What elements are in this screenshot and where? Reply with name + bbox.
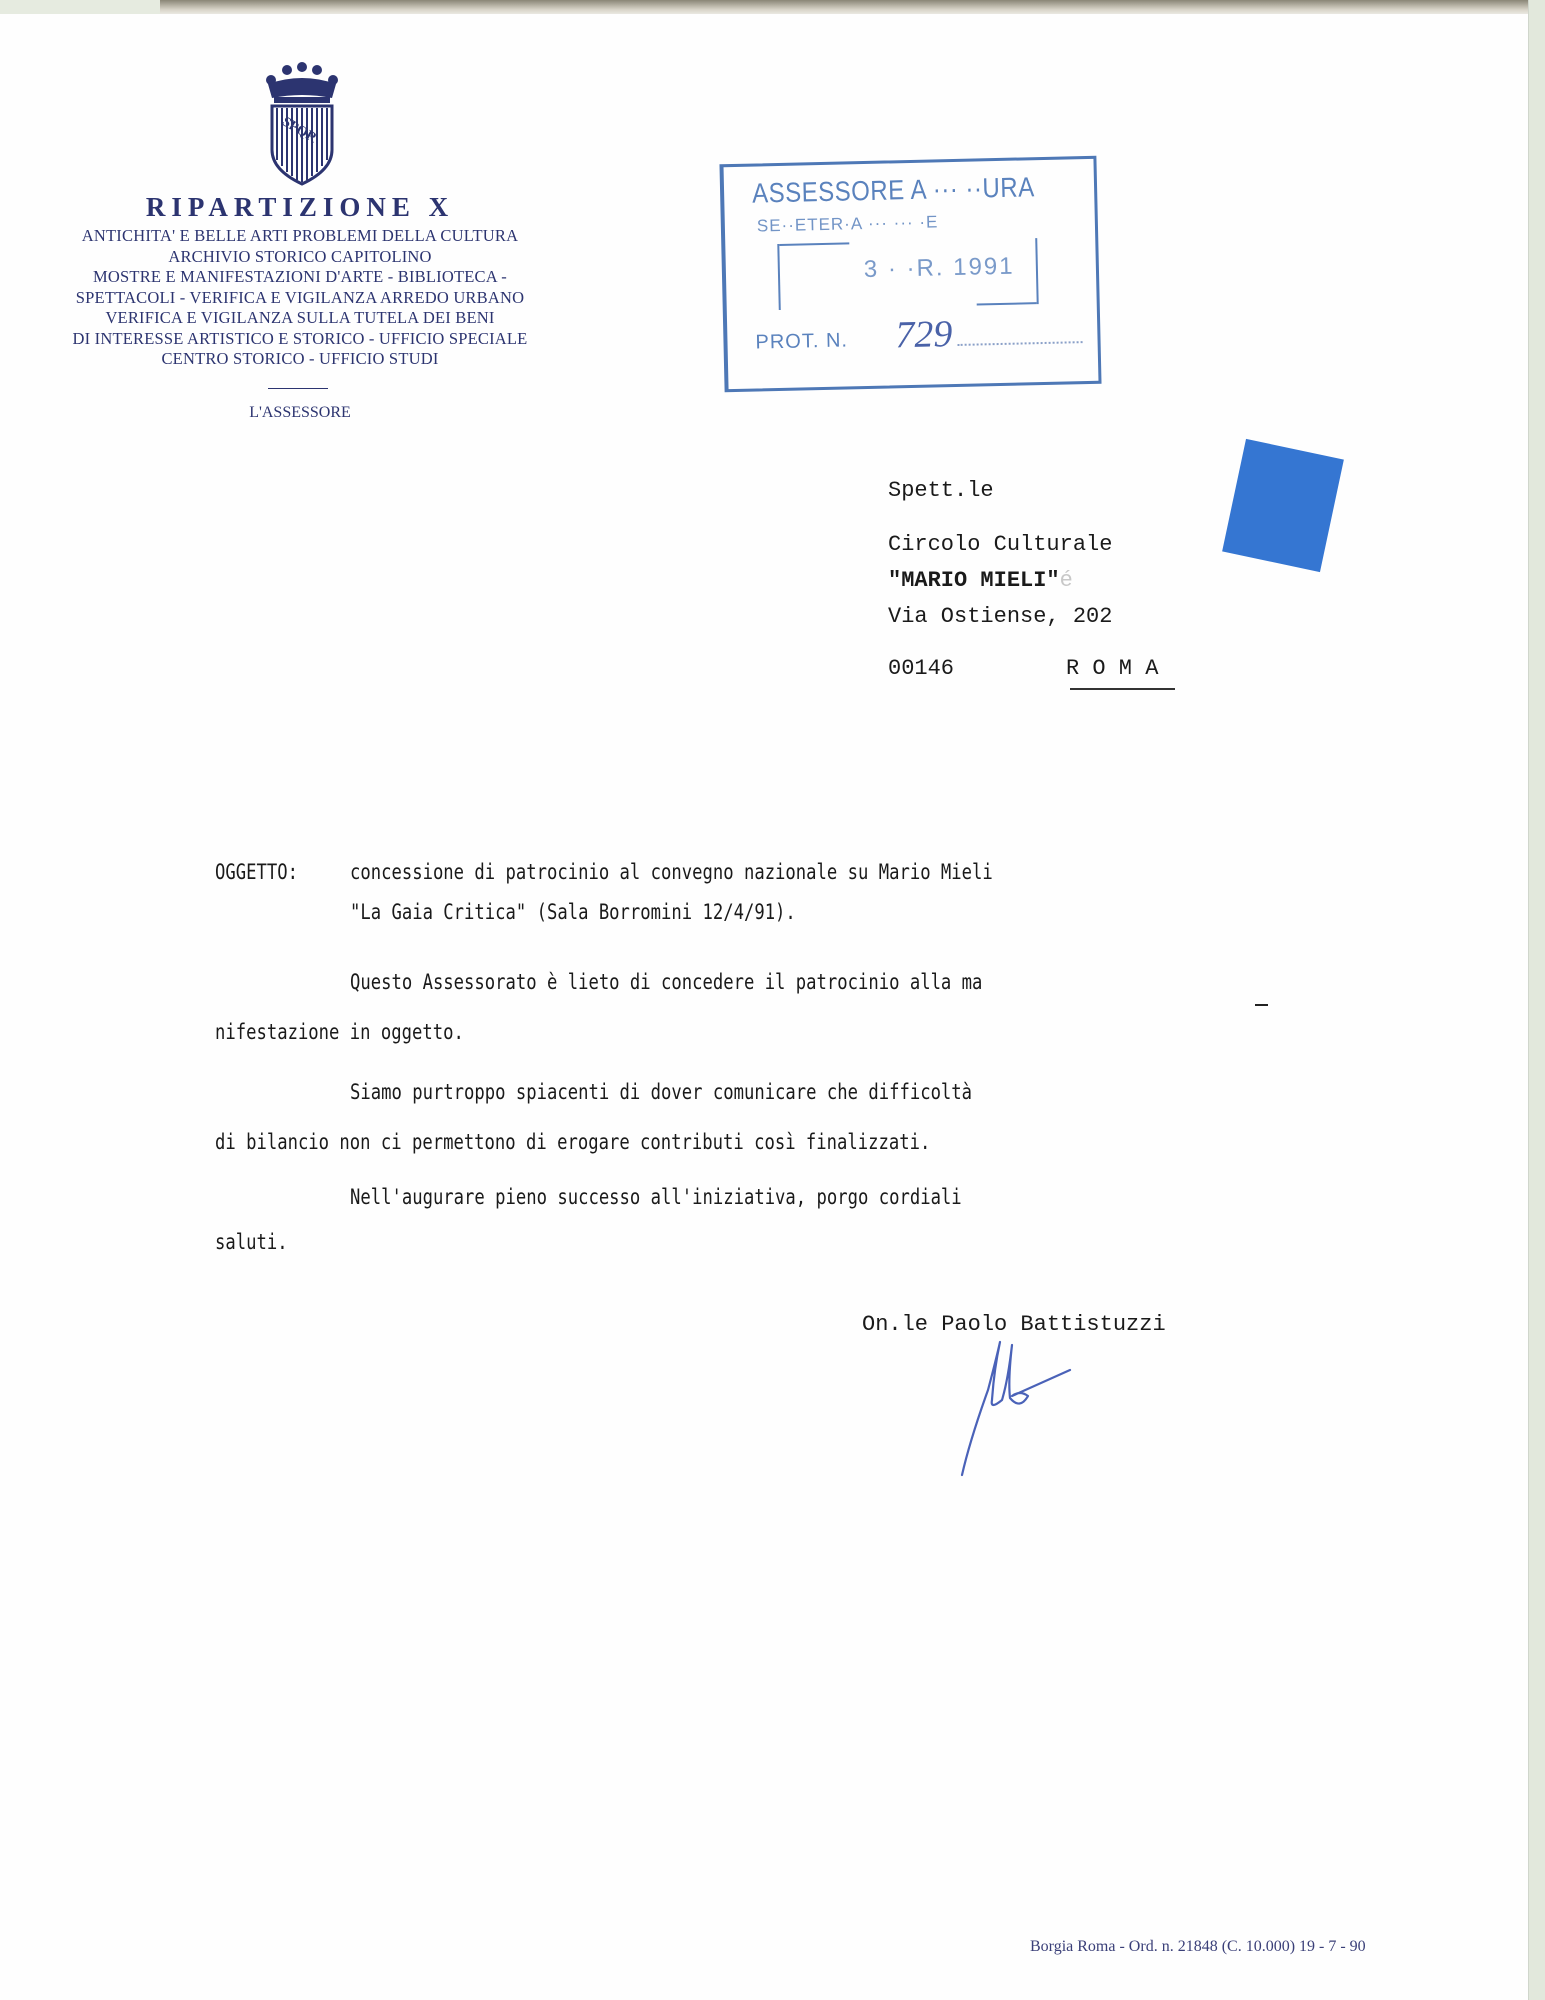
letterhead-role: L'ASSESSORE bbox=[249, 404, 351, 421]
stamp-date: 3 · ·R. 1991 bbox=[863, 252, 1015, 284]
stamp-prot-label: PROT. N. bbox=[755, 329, 849, 354]
printer-imprint: Borgia Roma - Ord. n. 21848 (C. 10.000) 19 - 7 - 90 bbox=[1030, 1938, 1366, 1955]
paragraph-1-line-2: nifestazione in oggetto. bbox=[215, 1020, 464, 1044]
paragraph-3-line-1: Nell'augurare pieno successo all'iniziativa, porgo cordiali bbox=[350, 1185, 962, 1209]
signatory-name: On.le Paolo Battistuzzi bbox=[862, 1312, 1166, 1337]
stamp-dotted-line bbox=[958, 341, 1083, 346]
department-title: RIPARTIZIONE X bbox=[145, 192, 455, 222]
stamp-date-box bbox=[777, 238, 1038, 310]
subject-line-2: "La Gaia Critica" (Sala Borromini 12/4/91). bbox=[350, 900, 796, 924]
paragraph-1-line-1: Questo Assessorato è lieto di concedere il patrocinio alla ma bbox=[350, 970, 983, 994]
recipient-city: R O M A bbox=[1066, 656, 1159, 681]
stamp-secretariat: SE··ETER·A ··· ··· ·E bbox=[756, 212, 939, 236]
handwritten-signature-icon bbox=[950, 1330, 1090, 1480]
paragraph-2-line-2: di bilancio non ci permettono di erogare contributi così finalizzati. bbox=[215, 1130, 931, 1154]
letterhead-divider bbox=[268, 388, 328, 389]
protocol-stamp bbox=[719, 156, 1101, 392]
scan-edge bbox=[1528, 0, 1545, 2000]
svg-text:SPQR: SPQR bbox=[279, 114, 320, 147]
stamp-office: ASSESSORE A ··· ··URA bbox=[751, 172, 1035, 210]
subject-label: OGGETTO: bbox=[215, 860, 298, 884]
city-underline bbox=[1070, 688, 1175, 690]
recipient-salutation: Spett.le bbox=[888, 478, 994, 503]
recipient-street: Via Ostiense, 202 bbox=[888, 604, 1113, 629]
recipient-name-1: Circolo Culturale bbox=[888, 532, 1113, 557]
recipient-name-2: "MARIO MIELI"é bbox=[888, 568, 1073, 593]
stray-mark: é bbox=[1059, 568, 1073, 593]
department-description: ANTICHITA' E BELLE ARTI PROBLEMI DELLA CULTURA ARCHIVIO STORICO CAPITOLINO MOSTRE E MANIFESTAZIONI D'ARTE - BIBLIOTECA - SPETTACOLI - VERIFICA E VIGILANZA ARREDO URBANO VERIFICA E VIGILANZA SULLA TUTELA DEI BENI DI INTERESSE ARTISTICO E STORICO - UFFICIO SPECIALE CENTRO STORICO - UFFICIO STUDI bbox=[72, 226, 528, 368]
subject-line-1: concessione di patrocinio al convegno nazionale su Mario Mieli bbox=[350, 860, 993, 884]
paragraph-2-line-1: Siamo purtroppo spiacenti di dover comunicare che difficoltà bbox=[350, 1080, 973, 1104]
stamp-prot-number: 729 bbox=[894, 313, 953, 357]
recipient-postcode: 00146 bbox=[888, 656, 955, 681]
hyphen-mark bbox=[1255, 1004, 1268, 1006]
paragraph-3-line-2: saluti. bbox=[215, 1230, 288, 1254]
spqr-crest-icon bbox=[262, 62, 342, 186]
